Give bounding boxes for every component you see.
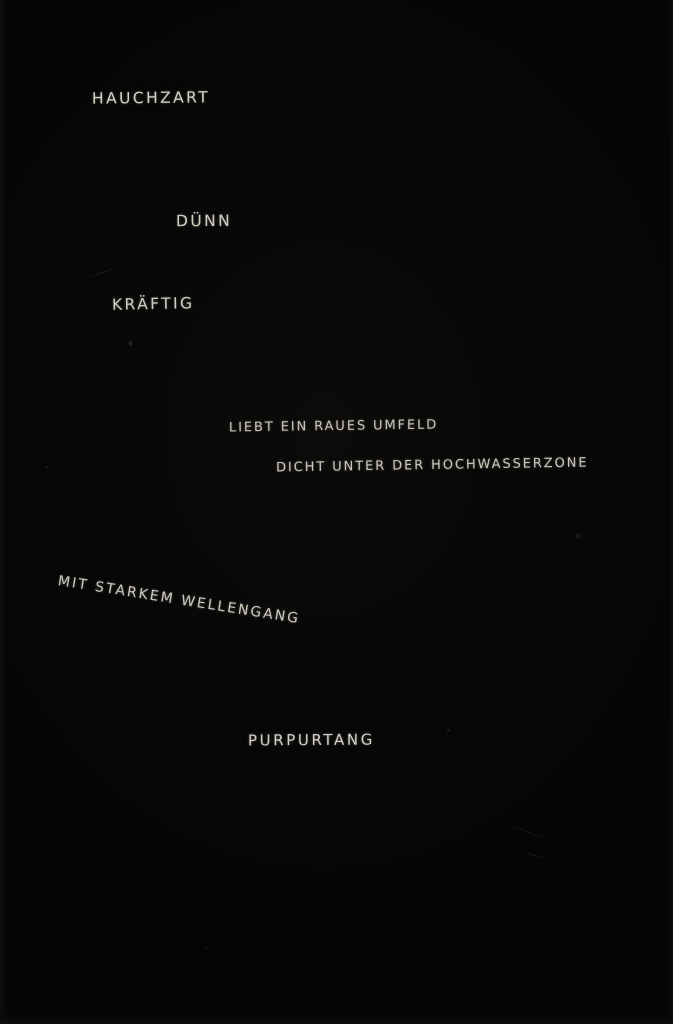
handwritten-line-liebt-ein-raues-umfeld: LIEBT EIN RAUES UMFELD [228, 417, 439, 436]
handwritten-line-dicht-unter-der-hochwasserzone: DICHT UNTER DER HOCHWASSERZONE [275, 455, 589, 476]
dust-speck [129, 341, 132, 346]
scan-scratch [509, 824, 548, 841]
dust-speck [46, 466, 48, 468]
dust-speck [576, 533, 580, 539]
handwritten-line-kraeftig: KRÄFTIG [111, 294, 195, 314]
scan-scratch [87, 267, 120, 278]
handwritten-line-duenn: DÜNN [175, 211, 233, 231]
handwritten-line-hauchzart: HAUCHZART [91, 88, 211, 108]
handwritten-line-mit-starkem-wellengang: MIT STARKEM WELLENGANG [56, 573, 302, 628]
dust-speck [205, 947, 207, 949]
handwritten-line-purpurtang: PURPURTANG [247, 730, 375, 750]
page-right-edge [666, 0, 673, 1024]
dust-speck [447, 729, 450, 732]
page-left-edge [0, 0, 9, 1024]
scan-scratch [520, 851, 549, 860]
page-bottom-edge [0, 1014, 673, 1024]
